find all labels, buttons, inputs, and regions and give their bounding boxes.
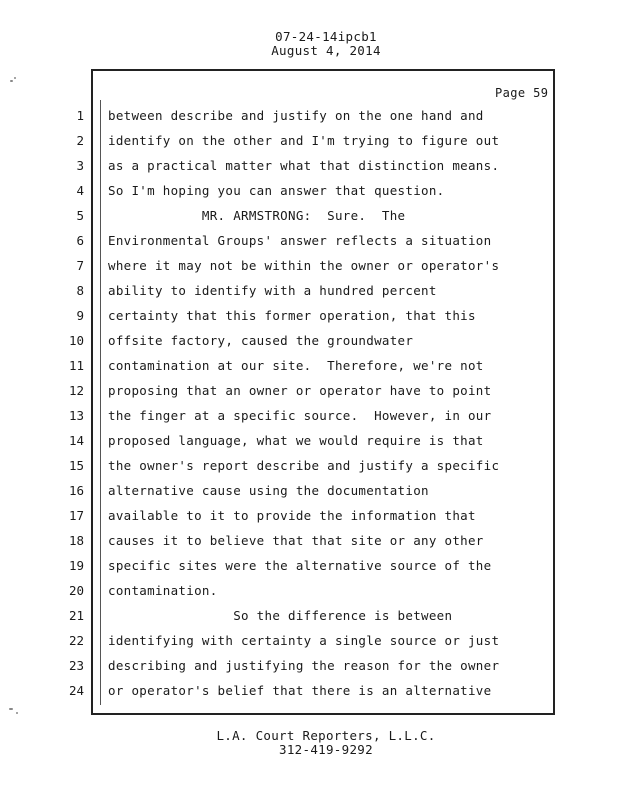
transcript-line: proposed language, what we would require is that (108, 433, 484, 448)
line-number: 4 (76, 183, 84, 198)
page-number: Page 59 (495, 86, 549, 100)
transcript-line: identifying with certainty a single source or just (108, 633, 500, 648)
transcript-date: August 4, 2014 (271, 43, 381, 58)
transcript-line: ability to identify with a hundred percent (108, 283, 437, 298)
reporter-company: L.A. Court Reporters, L.L.C. (216, 728, 436, 743)
transcript-line: MR. ARMSTRONG: Sure. The (108, 208, 406, 223)
transcript-line: proposing that an owner or operator have to point (108, 383, 492, 398)
transcript-line: causes it to believe that that site or any other (108, 533, 484, 548)
line-number-column (66, 106, 84, 706)
transcript-line: or operator's belief that there is an alternative (108, 683, 492, 698)
transcript-line: contamination at our site. Therefore, we're not (108, 358, 484, 373)
reporter-phone: 312-419-9292 (279, 742, 373, 757)
line-number: 17 (68, 508, 84, 523)
line-number: 15 (68, 458, 84, 473)
line-number: 12 (68, 383, 84, 398)
line-number: 2 (76, 133, 84, 148)
transcript-line: offsite factory, caused the groundwater (108, 333, 414, 348)
line-number: 20 (68, 583, 84, 598)
line-number: 22 (68, 633, 84, 648)
transcript-line: between describe and justify on the one hand and (108, 108, 484, 123)
document-id: 07-24-14ipcb1 (275, 29, 377, 44)
scan-speck (10, 80, 13, 82)
line-number: 3 (76, 158, 84, 173)
page-footer (0, 729, 618, 757)
transcript-line: alternative cause using the documentation (108, 483, 429, 498)
line-number: 23 (68, 658, 84, 673)
transcript-line: describing and justifying the reason for the owner (108, 658, 500, 673)
transcript-line: as a practical matter what that distinction means. (108, 158, 500, 173)
scan-speck (16, 712, 18, 714)
transcript-line: So I'm hoping you can answer that question. (108, 183, 445, 198)
line-number: 19 (68, 558, 84, 573)
line-number: 21 (68, 608, 84, 623)
line-number: 6 (76, 233, 84, 248)
transcript-line: the owner's report describe and justify a specific (108, 458, 500, 473)
transcript-line: the finger at a specific source. However, in our (108, 408, 492, 423)
line-number: 7 (76, 258, 84, 273)
line-number: 10 (68, 333, 84, 348)
transcript-line: So the difference is between (108, 608, 453, 623)
transcript-line: contamination. (108, 583, 218, 598)
line-number: 11 (68, 358, 84, 373)
transcript-body (108, 106, 548, 706)
line-number: 9 (76, 308, 84, 323)
line-number: 14 (68, 433, 84, 448)
line-number: 13 (68, 408, 84, 423)
transcript-line: where it may not be within the owner or operator's (108, 258, 500, 273)
scan-speck (9, 708, 13, 710)
line-number: 18 (68, 533, 84, 548)
line-number: 16 (68, 483, 84, 498)
line-number: 8 (76, 283, 84, 298)
page-header (0, 30, 618, 58)
margin-rule (100, 100, 101, 705)
line-number: 24 (68, 683, 84, 698)
line-number: 5 (76, 208, 84, 223)
scan-speck (14, 77, 16, 79)
transcript-line: available to it to provide the information that (108, 508, 476, 523)
line-number: 1 (76, 108, 84, 123)
transcript-line: certainty that this former operation, that this (108, 308, 476, 323)
transcript-line: specific sites were the alternative source of the (108, 558, 492, 573)
transcript-line: identify on the other and I'm trying to figure out (108, 133, 500, 148)
transcript-line: Environmental Groups' answer reflects a situation (108, 233, 492, 248)
